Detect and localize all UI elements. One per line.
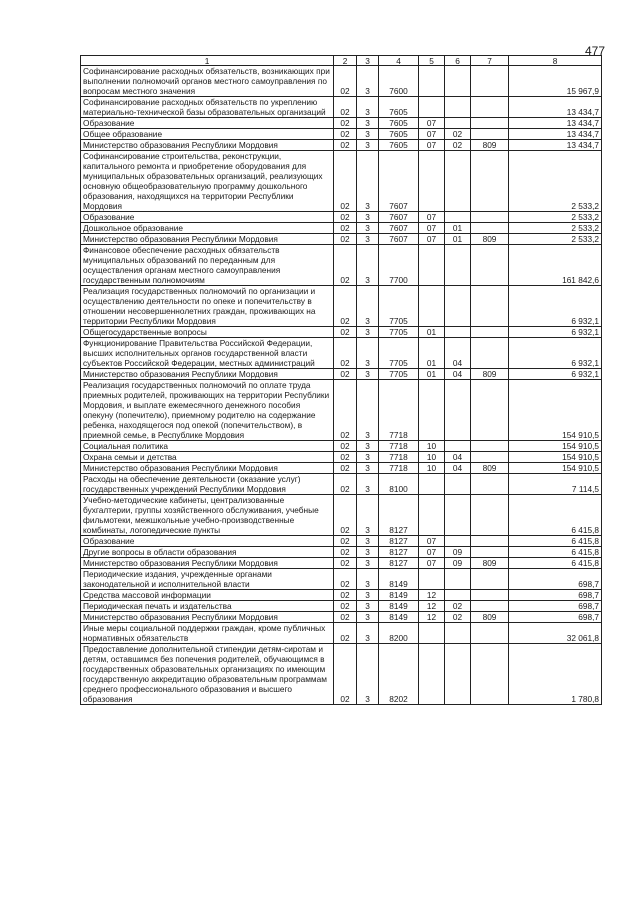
code-cell: 02 — [334, 212, 357, 223]
code-cell — [419, 380, 445, 441]
code-cell — [471, 536, 509, 547]
code-cell: 7718 — [379, 463, 419, 474]
table-row — [81, 474, 602, 495]
code-cell: 3 — [357, 97, 379, 118]
code-cell: 8127 — [379, 547, 419, 558]
code-cell — [471, 66, 509, 97]
code-cell — [471, 338, 509, 369]
code-cell: 02 — [334, 558, 357, 569]
column-header: 2 — [334, 56, 357, 66]
amount-cell: 2 533,2 — [509, 234, 602, 245]
row-name-cell: Софинансирование расходных обязательств, возникающих при выполнении полномочий органов местного самоуправления по вопросам местного значения — [81, 66, 334, 97]
row-name-cell: Общегосударственные вопросы — [81, 327, 334, 338]
code-cell — [471, 129, 509, 140]
code-cell: 7718 — [379, 452, 419, 463]
code-cell: 02 — [334, 474, 357, 495]
row-name-cell: Периодическая печать и издательства — [81, 601, 334, 612]
code-cell: 7705 — [379, 286, 419, 327]
code-cell: 01 — [419, 369, 445, 380]
table-row — [81, 441, 602, 452]
code-cell: 3 — [357, 212, 379, 223]
table-row — [81, 118, 602, 129]
code-cell: 8127 — [379, 536, 419, 547]
amount-cell: 2 533,2 — [509, 223, 602, 234]
table-row — [81, 369, 602, 380]
code-cell — [471, 495, 509, 536]
code-cell: 3 — [357, 644, 379, 705]
code-cell: 02 — [334, 369, 357, 380]
table-row — [81, 590, 602, 601]
code-cell: 02 — [334, 327, 357, 338]
code-cell: 02 — [334, 612, 357, 623]
code-cell: 809 — [471, 140, 509, 151]
code-cell: 07 — [419, 547, 445, 558]
amount-cell: 154 910,5 — [509, 463, 602, 474]
code-cell — [419, 644, 445, 705]
code-cell: 02 — [334, 118, 357, 129]
amount-cell: 6 415,8 — [509, 495, 602, 536]
row-name-cell: Софинансирование строительства, реконструкции, капитального ремонта и приобретение оборудования для муниципальных образовательных организаций, реализующих основную общеобразовательную программу дошкольного образования, находящихся на территории Республики Мордовия — [81, 151, 334, 212]
row-name-cell: Образование — [81, 536, 334, 547]
table-row — [81, 129, 602, 140]
code-cell — [445, 380, 471, 441]
table-row — [81, 463, 602, 474]
code-cell: 12 — [419, 601, 445, 612]
amount-cell: 154 910,5 — [509, 380, 602, 441]
code-cell: 3 — [357, 223, 379, 234]
amount-cell: 6 415,8 — [509, 536, 602, 547]
row-name-cell: Периодические издания, учрежденные органами законодательной и исполнительной власти — [81, 569, 334, 590]
row-name-cell: Учебно-методические кабинеты, централизованные бухгалтерии, группы хозяйственного обслуживания, учебные фильмотеки, межшкольные учебно-производственные комбинаты, логопедические пункты — [81, 495, 334, 536]
code-cell: 01 — [445, 223, 471, 234]
row-name-cell: Расходы на обеспечение деятельности (оказание услуг) государственных учреждений Республики Мордовия — [81, 474, 334, 495]
code-cell: 04 — [445, 463, 471, 474]
table-row — [81, 212, 602, 223]
code-cell: 02 — [334, 245, 357, 286]
code-cell: 04 — [445, 452, 471, 463]
amount-cell: 6 932,1 — [509, 338, 602, 369]
code-cell: 07 — [419, 140, 445, 151]
table-row — [81, 601, 602, 612]
code-cell: 3 — [357, 601, 379, 612]
amount-cell: 1 780,8 — [509, 644, 602, 705]
row-name-cell: Охрана семьи и детства — [81, 452, 334, 463]
table-row — [81, 495, 602, 536]
code-cell — [445, 474, 471, 495]
amount-cell: 154 910,5 — [509, 452, 602, 463]
code-cell: 10 — [419, 441, 445, 452]
table-body — [81, 66, 602, 705]
code-cell: 7700 — [379, 245, 419, 286]
amount-cell: 698,7 — [509, 590, 602, 601]
code-cell: 07 — [419, 118, 445, 129]
code-cell — [419, 495, 445, 536]
amount-cell: 13 434,7 — [509, 140, 602, 151]
row-name-cell: Реализация государственных полномочий по организации и осуществлению деятельности по опеке и попечительству в отношении несовершеннолетних граждан, проживающих на территории Республики Мордовия — [81, 286, 334, 327]
code-cell: 12 — [419, 590, 445, 601]
code-cell: 7605 — [379, 129, 419, 140]
table-row — [81, 380, 602, 441]
code-cell: 3 — [357, 129, 379, 140]
row-name-cell: Министерство образования Республики Мордовия — [81, 369, 334, 380]
code-cell: 3 — [357, 369, 379, 380]
code-cell — [419, 245, 445, 286]
code-cell: 01 — [419, 327, 445, 338]
code-cell: 8200 — [379, 623, 419, 644]
code-cell: 809 — [471, 558, 509, 569]
row-name-cell: Министерство образования Республики Мордовия — [81, 234, 334, 245]
amount-cell: 2 533,2 — [509, 212, 602, 223]
code-cell: 8100 — [379, 474, 419, 495]
code-cell: 07 — [419, 536, 445, 547]
code-cell: 10 — [419, 452, 445, 463]
code-cell — [445, 212, 471, 223]
code-cell: 809 — [471, 612, 509, 623]
code-cell — [445, 495, 471, 536]
code-cell — [445, 286, 471, 327]
code-cell: 02 — [334, 441, 357, 452]
code-cell — [471, 452, 509, 463]
code-cell: 02 — [334, 286, 357, 327]
code-cell — [471, 623, 509, 644]
code-cell: 809 — [471, 463, 509, 474]
table-row — [81, 286, 602, 327]
amount-cell: 154 910,5 — [509, 441, 602, 452]
code-cell — [445, 441, 471, 452]
code-cell: 8127 — [379, 495, 419, 536]
code-cell: 8149 — [379, 569, 419, 590]
table-row — [81, 452, 602, 463]
table-row — [81, 66, 602, 97]
table-row — [81, 327, 602, 338]
code-cell: 7607 — [379, 234, 419, 245]
code-cell: 8202 — [379, 644, 419, 705]
row-name-cell: Министерство образования Республики Мордовия — [81, 463, 334, 474]
code-cell: 3 — [357, 495, 379, 536]
code-cell: 3 — [357, 547, 379, 558]
code-cell: 07 — [419, 129, 445, 140]
row-name-cell: Общее образование — [81, 129, 334, 140]
code-cell: 7705 — [379, 338, 419, 369]
code-cell — [419, 474, 445, 495]
table-row — [81, 140, 602, 151]
code-cell: 8149 — [379, 601, 419, 612]
row-name-cell: Финансовое обеспечение расходных обязательств муниципальных образований по переданным для осуществления органам местного самоуправления государственным полномочиям — [81, 245, 334, 286]
row-name-cell: Иные меры социальной поддержки граждан, кроме публичных нормативных обязательств — [81, 623, 334, 644]
code-cell — [419, 569, 445, 590]
code-cell: 07 — [419, 234, 445, 245]
code-cell — [445, 327, 471, 338]
code-cell: 01 — [445, 234, 471, 245]
code-cell: 3 — [357, 327, 379, 338]
code-cell: 09 — [445, 547, 471, 558]
column-header: 6 — [445, 56, 471, 66]
code-cell: 3 — [357, 590, 379, 601]
code-cell: 10 — [419, 463, 445, 474]
row-name-cell: Предоставление дополнительной стипендии детям-сиротам и детям, оставшимся без попечения родителей, обучающимся в государственных образовательных организациях по имеющим государственную аккредитацию образовательным программам среднего профессионального образования и высшего образования — [81, 644, 334, 705]
code-cell: 02 — [334, 536, 357, 547]
budget-table — [80, 55, 602, 705]
code-cell: 07 — [419, 558, 445, 569]
table-row — [81, 569, 602, 590]
code-cell — [419, 623, 445, 644]
code-cell: 7607 — [379, 223, 419, 234]
code-cell — [471, 151, 509, 212]
code-cell: 3 — [357, 452, 379, 463]
table-row — [81, 223, 602, 234]
code-cell — [445, 245, 471, 286]
code-cell: 02 — [334, 452, 357, 463]
code-cell: 02 — [334, 234, 357, 245]
amount-cell: 698,7 — [509, 601, 602, 612]
amount-cell: 161 842,6 — [509, 245, 602, 286]
code-cell — [445, 118, 471, 129]
code-cell — [471, 223, 509, 234]
code-cell — [471, 569, 509, 590]
code-cell — [419, 286, 445, 327]
row-name-cell: Образование — [81, 118, 334, 129]
code-cell: 7605 — [379, 140, 419, 151]
code-cell: 7705 — [379, 327, 419, 338]
code-cell — [445, 623, 471, 644]
code-cell: 3 — [357, 474, 379, 495]
code-cell — [471, 118, 509, 129]
code-cell: 02 — [445, 140, 471, 151]
code-cell: 3 — [357, 558, 379, 569]
code-cell: 3 — [357, 623, 379, 644]
amount-cell: 698,7 — [509, 612, 602, 623]
table-row — [81, 536, 602, 547]
code-cell — [471, 590, 509, 601]
code-cell: 3 — [357, 66, 379, 97]
code-cell: 3 — [357, 286, 379, 327]
column-header: 8 — [509, 56, 602, 66]
code-cell: 07 — [419, 223, 445, 234]
row-name-cell: Софинансирование расходных обязательств по укреплению материально-технической базы образовательных организаций — [81, 97, 334, 118]
code-cell: 8149 — [379, 612, 419, 623]
amount-cell: 6 415,8 — [509, 558, 602, 569]
code-cell: 809 — [471, 234, 509, 245]
code-cell: 02 — [334, 97, 357, 118]
code-cell — [471, 97, 509, 118]
amount-cell: 6 415,8 — [509, 547, 602, 558]
code-cell: 7718 — [379, 441, 419, 452]
code-cell: 02 — [334, 495, 357, 536]
row-name-cell: Министерство образования Республики Мордовия — [81, 140, 334, 151]
header-row — [81, 56, 602, 66]
row-name-cell: Другие вопросы в области образования — [81, 547, 334, 558]
code-cell — [471, 212, 509, 223]
row-name-cell: Образование — [81, 212, 334, 223]
row-name-cell: Средства массовой информации — [81, 590, 334, 601]
code-cell: 01 — [419, 338, 445, 369]
code-cell: 04 — [445, 369, 471, 380]
code-cell: 02 — [334, 590, 357, 601]
code-cell: 02 — [334, 601, 357, 612]
code-cell: 02 — [334, 463, 357, 474]
code-cell: 3 — [357, 441, 379, 452]
code-cell: 7605 — [379, 118, 419, 129]
code-cell: 3 — [357, 118, 379, 129]
code-cell: 3 — [357, 234, 379, 245]
code-cell: 02 — [334, 140, 357, 151]
amount-cell: 13 434,7 — [509, 97, 602, 118]
code-cell: 02 — [445, 612, 471, 623]
code-cell: 7607 — [379, 212, 419, 223]
code-cell — [445, 66, 471, 97]
code-cell — [471, 245, 509, 286]
amount-cell: 6 932,1 — [509, 327, 602, 338]
code-cell — [471, 547, 509, 558]
code-cell: 09 — [445, 558, 471, 569]
code-cell: 02 — [334, 569, 357, 590]
code-cell — [445, 97, 471, 118]
amount-cell: 7 114,5 — [509, 474, 602, 495]
amount-cell: 698,7 — [509, 569, 602, 590]
code-cell: 02 — [334, 547, 357, 558]
code-cell: 3 — [357, 140, 379, 151]
code-cell: 3 — [357, 536, 379, 547]
amount-cell: 6 932,1 — [509, 369, 602, 380]
code-cell: 7605 — [379, 97, 419, 118]
table-row — [81, 547, 602, 558]
code-cell: 07 — [419, 212, 445, 223]
row-name-cell: Министерство образования Республики Мордовия — [81, 612, 334, 623]
code-cell: 02 — [334, 66, 357, 97]
table-row — [81, 558, 602, 569]
code-cell: 3 — [357, 151, 379, 212]
row-name-cell: Дошкольное образование — [81, 223, 334, 234]
code-cell — [445, 569, 471, 590]
row-name-cell: Социальная политика — [81, 441, 334, 452]
table-row — [81, 338, 602, 369]
page-number: 477 — [585, 44, 606, 58]
code-cell — [445, 536, 471, 547]
amount-cell: 2 533,2 — [509, 151, 602, 212]
table-row — [81, 644, 602, 705]
table-row — [81, 97, 602, 118]
code-cell: 7718 — [379, 380, 419, 441]
code-cell — [445, 644, 471, 705]
table-row — [81, 151, 602, 212]
column-header: 1 — [81, 56, 334, 66]
amount-cell: 13 434,7 — [509, 118, 602, 129]
code-cell: 3 — [357, 380, 379, 441]
code-cell: 3 — [357, 338, 379, 369]
code-cell: 809 — [471, 369, 509, 380]
code-cell: 3 — [357, 612, 379, 623]
row-name-cell: Министерство образования Республики Мордовия — [81, 558, 334, 569]
code-cell: 3 — [357, 569, 379, 590]
code-cell: 02 — [334, 644, 357, 705]
code-cell: 12 — [419, 612, 445, 623]
table-row — [81, 245, 602, 286]
code-cell: 02 — [334, 380, 357, 441]
code-cell: 02 — [445, 601, 471, 612]
code-cell — [419, 97, 445, 118]
table-row — [81, 234, 602, 245]
code-cell: 02 — [334, 223, 357, 234]
code-cell — [445, 590, 471, 601]
code-cell — [471, 327, 509, 338]
column-header: 3 — [357, 56, 379, 66]
code-cell: 7705 — [379, 369, 419, 380]
code-cell: 02 — [334, 623, 357, 644]
code-cell — [471, 474, 509, 495]
code-cell — [419, 151, 445, 212]
code-cell: 02 — [334, 129, 357, 140]
code-cell — [471, 380, 509, 441]
column-header: 7 — [471, 56, 509, 66]
column-header: 5 — [419, 56, 445, 66]
code-cell: 7607 — [379, 151, 419, 212]
amount-cell: 15 967,9 — [509, 66, 602, 97]
code-cell — [471, 601, 509, 612]
code-cell: 7600 — [379, 66, 419, 97]
column-header: 4 — [379, 56, 419, 66]
table-row — [81, 623, 602, 644]
code-cell — [471, 441, 509, 452]
code-cell — [471, 286, 509, 327]
code-cell: 02 — [445, 129, 471, 140]
code-cell: 3 — [357, 463, 379, 474]
code-cell: 8149 — [379, 590, 419, 601]
code-cell: 3 — [357, 245, 379, 286]
code-cell — [419, 66, 445, 97]
amount-cell: 32 061,8 — [509, 623, 602, 644]
code-cell: 02 — [334, 151, 357, 212]
code-cell: 8127 — [379, 558, 419, 569]
row-name-cell: Реализация государственных полномочий по оплате труда приемных родителей, проживающих на территории Республики Мордовия, и выплате ежемесячного денежного пособия опекуну (попечителю), приемному родителю на содержание ребенка, находящегося под опекой (попечительством), в приемной семье, в Республике Мордовия — [81, 380, 334, 441]
code-cell: 04 — [445, 338, 471, 369]
amount-cell: 6 932,1 — [509, 286, 602, 327]
amount-cell: 13 434,7 — [509, 129, 602, 140]
code-cell: 02 — [334, 338, 357, 369]
code-cell — [471, 644, 509, 705]
code-cell — [445, 151, 471, 212]
row-name-cell: Функционирование Правительства Российской Федерации, высших исполнительных органов государственной власти субъектов Российской Федерации, местных администраций — [81, 338, 334, 369]
table-row — [81, 612, 602, 623]
